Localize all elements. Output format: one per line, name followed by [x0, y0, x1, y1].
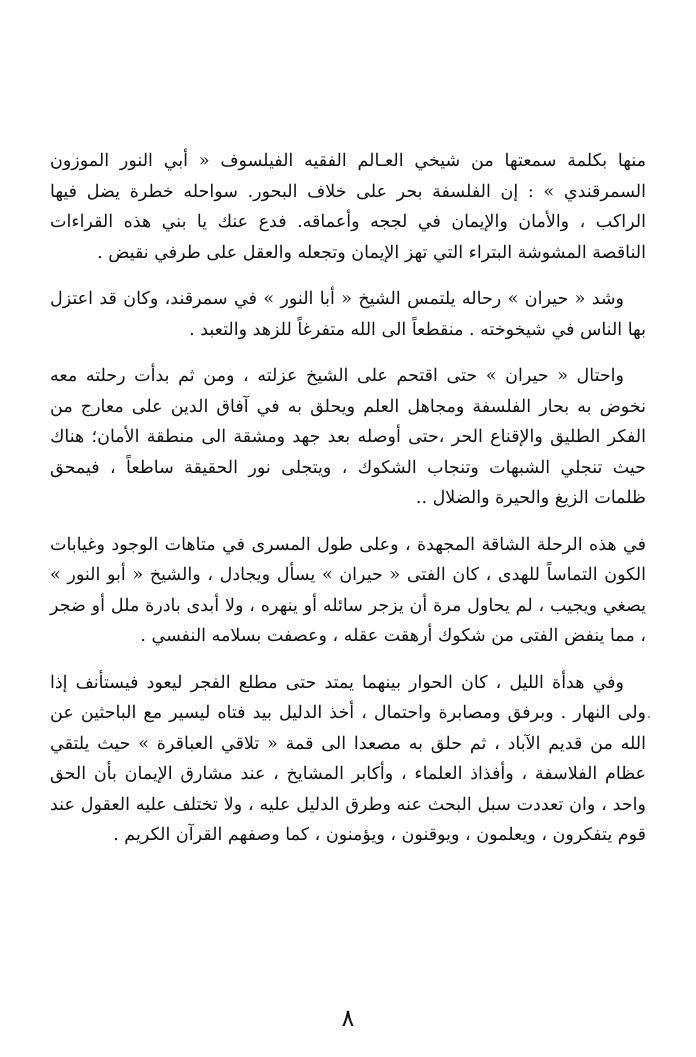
- paragraph-2: وشد « حيران » رحاله يلتمس الشيخ « أبا النور » في سمرقند، وكان قد اعتزل بها الناس في شيخوخته . منقطعاً الى الله متفرغاً للزهد والتعبد .: [50, 289, 646, 340]
- page-body: [50, 146, 646, 851]
- scan-speck: [648, 716, 650, 718]
- page-number: ٨: [341, 1004, 355, 1032]
- paragraph-4: في هذه الرحلة الشاقة المجهدة ، وعلى طول المسرى في متاهات الوجود وغيابات الكون التماساً للهدى ، كان الفتى « حيران » يسأل ويجادل ، والشيخ « أبو النور » يصغي ويجيب ، لم يحاول مرة أن يزجر سائله أو ينهره ، ولا أبدى بادرة ملل أو ضجر ، مما ينفض الفتى من شكوك أرهقت عقله ، وعصفت بسلامه النفسي .: [50, 534, 646, 646]
- paragraph-3: واحتال « حيران » حتى اقتحم على الشيخ عزلته ، ومن ثم بدأت رحلته معه نخوض به بحار الفلسفة ومجاهل العلم ويحلق به في آفاق الدين على معارج من الفكر الطليق والإقناع الحر ،حتى أوصله بعد جهد ومشقة الى منطقة الأمان؛ هناك حيث تنجلي الشبهات وتنجاب الشكوك ، ويتجلى نور الحقيقة ساطعاً ، فيمحق ظلمات الزيغ والحيرة والضلال ..: [50, 366, 646, 508]
- paragraph-1: منها بكلمة سمعتها من شيخي العـالم الفقيه الفيلسوف « أبي النور الموزون السمرقندي » : إن الفلسفة بحر على خلاف البحور. سواحله خطرة يضل فيها الراكب ، والأمان والإيمان في لججه وأعماقه. فدع عنك يا بني هذه القراءات الناقصة المشوشة البتراء التي تهز الإيمان وتجعله والعقل على طرفي نقيض .: [50, 151, 646, 263]
- paragraph-5: وفي هدأة الليل ، كان الحوار بينهما يمتد حتى مطلع الفجر ليعود فيستأنف إذا ولى النهار . وبرفق ومصابرة واحتمال ، أخذ الدليل بيد فتاه ليسير مع الباحثين عن الله من قديم الآباد ، ثم حلق به مصعدا الى قمة « تلاقي العباقرة » حيث يلتقي عظام الفلاسفة ، وأفذاذ العلماء ، وأكابر المشايخ ، عند مشارق الإيمان بأن الحق واحد ، وان تعددت سبل البحث عنه وطرق الدليل عليه ، ولا تختلف عليه العقول عند قوم يتفكرون ، ويعلمون ، ويوقنون ، ويؤمنون ، كما وصفهم القرآن الكريم .: [50, 672, 646, 845]
